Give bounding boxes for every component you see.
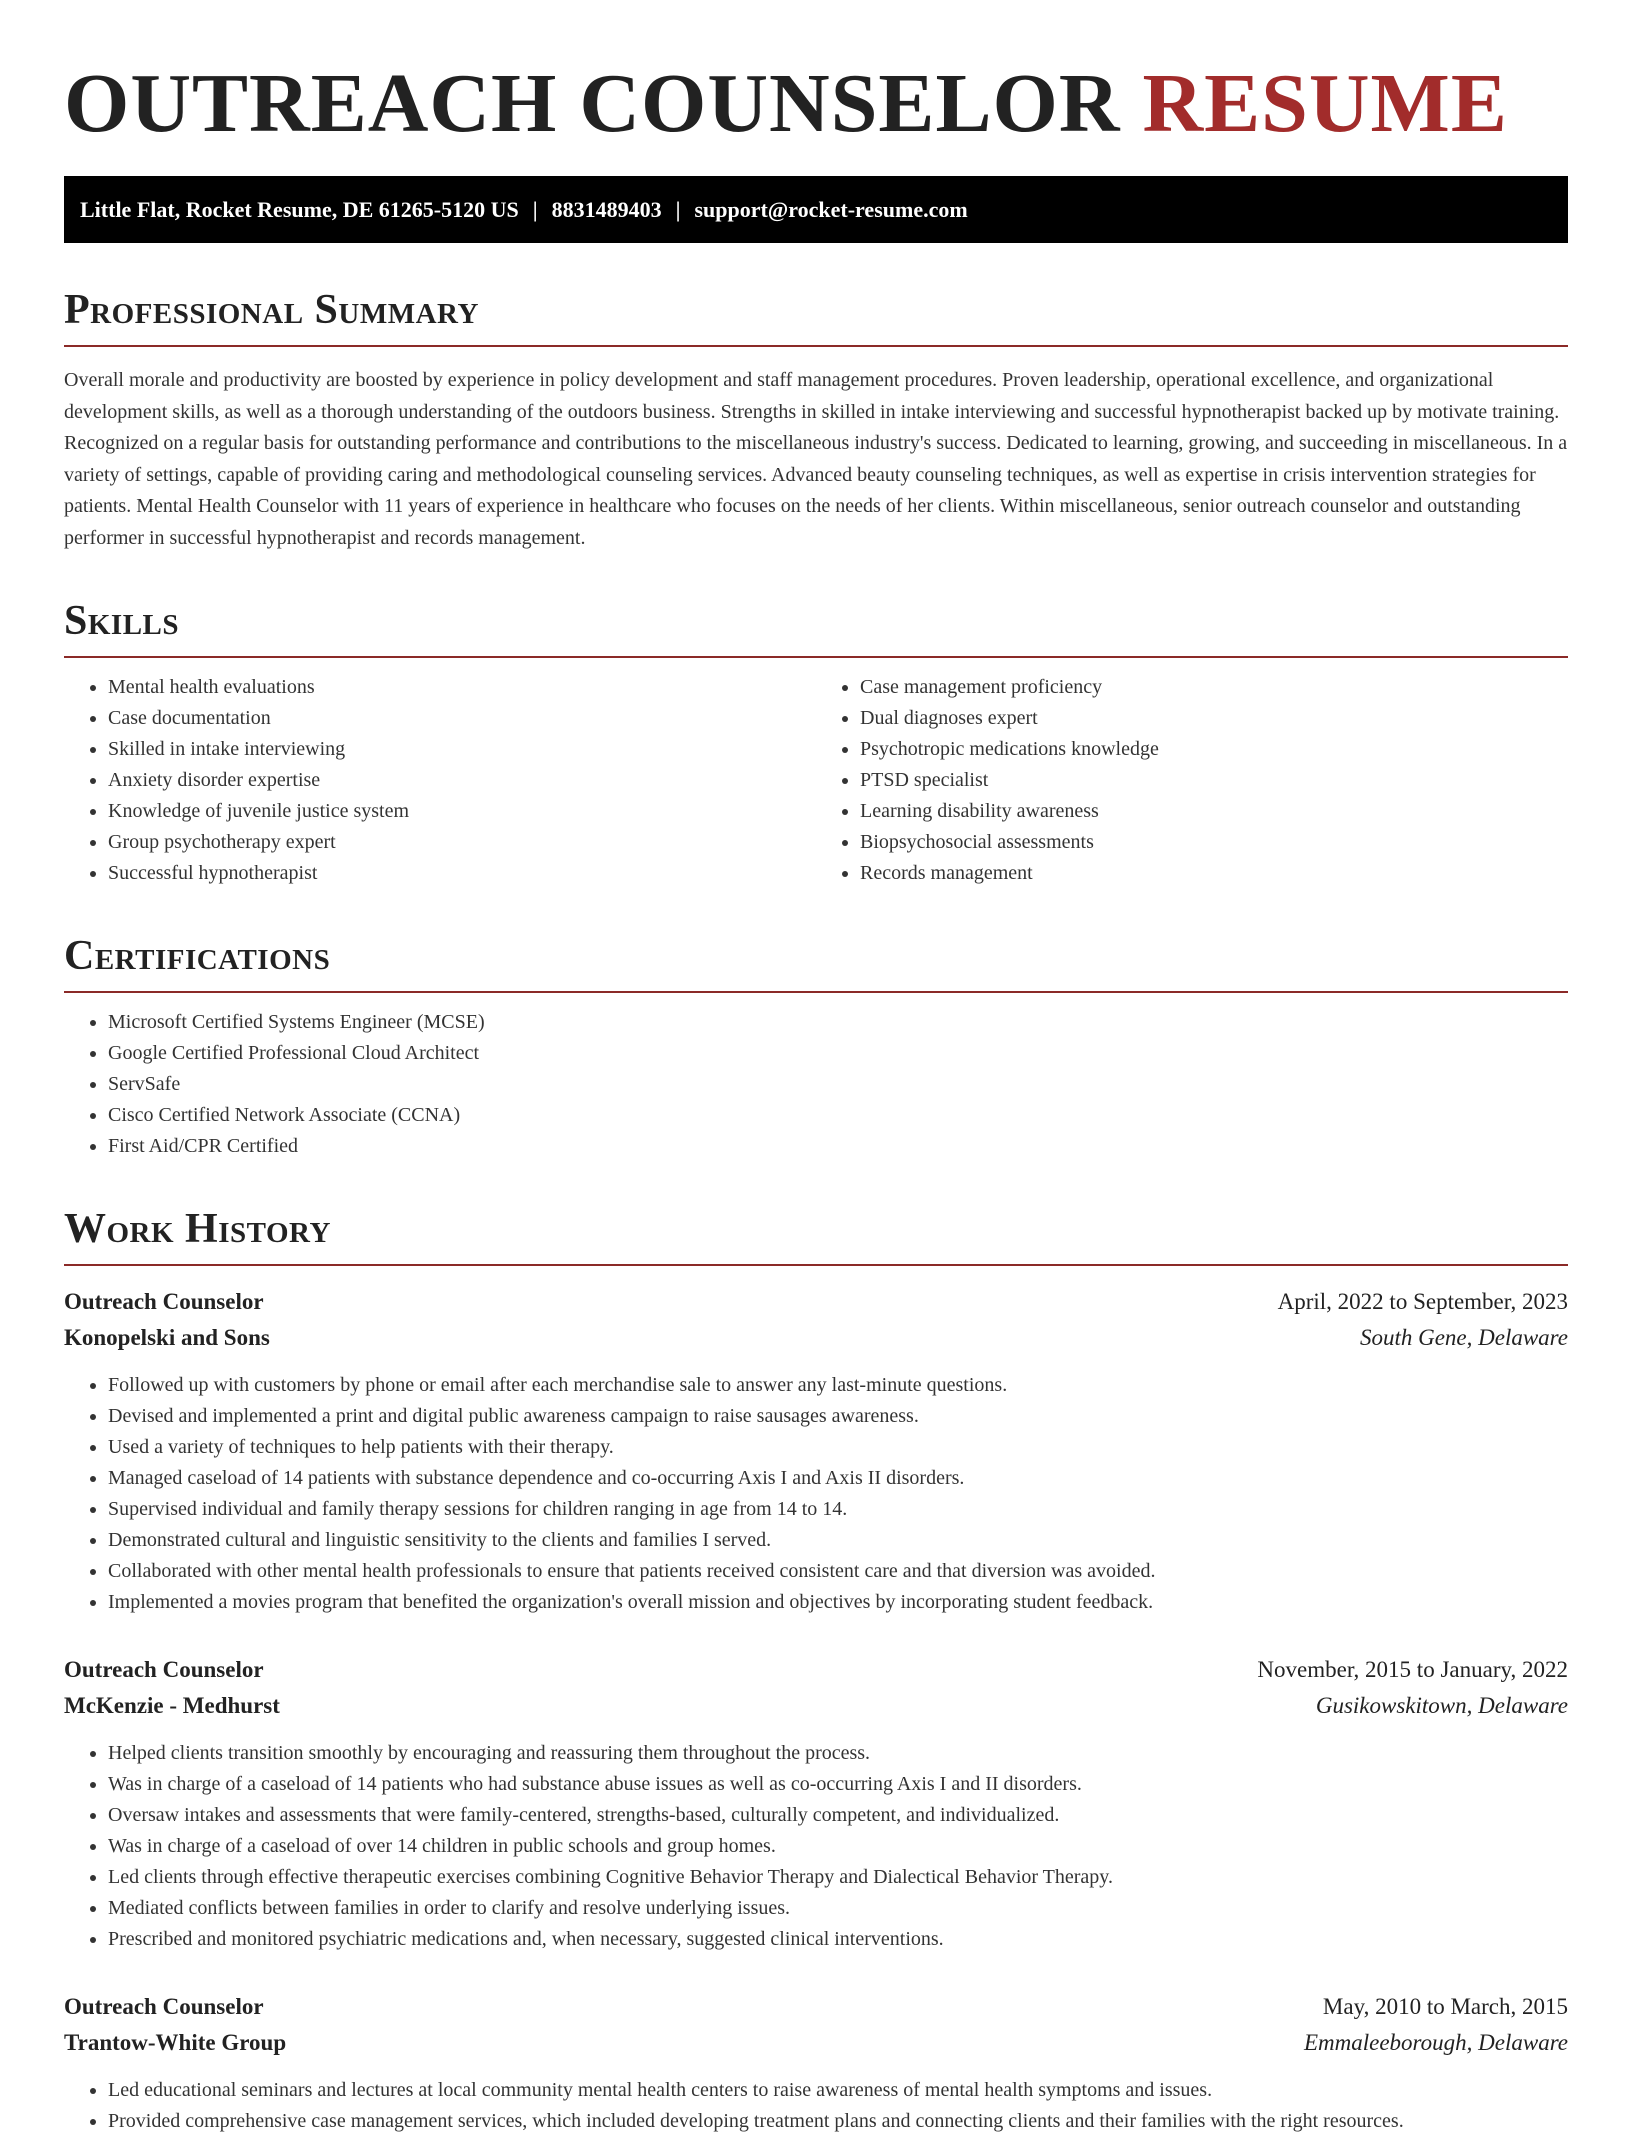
skill-item: • Knowledge of juvenile justice system	[108, 796, 816, 827]
job-company-row	[64, 1688, 1568, 1724]
certification-item: • Google Certified Professional Cloud Architect	[108, 1038, 1568, 1069]
certification-item: • Microsoft Certified Systems Engineer (MCSE)	[108, 1007, 1568, 1038]
skill-item: • Successful hypnotherapist	[108, 858, 816, 889]
job-bullet: • Provided comprehensive case management services, which included developing treatment plans and connecting clients and their families with the right resources.	[108, 2106, 1568, 2137]
skill-item: • Anxiety disorder expertise	[108, 765, 816, 796]
job-company: Trantow-White Group	[64, 2030, 287, 2055]
job-bullet: • Implemented a movies program that benefited the organization's overall mission and objectives by incorporating student feedback.	[108, 1587, 1568, 1618]
skill-item: • Psychotropic medications knowledge	[860, 734, 1568, 765]
contact-separator: |	[532, 196, 538, 222]
job-title: Outreach Counselor	[64, 1994, 264, 2019]
skill-item: • Skilled in intake interviewing	[108, 734, 816, 765]
skills-grid	[64, 672, 1568, 889]
skill-item: • Learning disability awareness	[860, 796, 1568, 827]
job-bullets	[64, 1738, 1568, 1955]
job-location: Gusikowskitown, Delaware	[1315, 1693, 1568, 1718]
job-entry	[64, 1652, 1568, 1955]
certification-item: • Cisco Certified Network Associate (CCNA)	[108, 1100, 1568, 1131]
job-bullet: • Followed up with customers by phone or email after each merchandise sale to answer any last-minute questions.	[108, 1370, 1568, 1401]
summary-heading: Professional Summary	[64, 287, 1568, 347]
job-bullet: • Mediated conflicts between families in order to clarify and resolve underlying issues.	[108, 1893, 1568, 1924]
skill-item: • Group psychotherapy expert	[108, 827, 816, 858]
title-main: OUTREACH COUNSELOR	[64, 57, 1121, 150]
contact-separator: |	[675, 196, 681, 222]
job-dates: May, 2010 to March, 2015	[1322, 1994, 1568, 2019]
job-bullet: • Was in charge of a caseload of over 14 children in public schools and group homes.	[108, 1831, 1568, 1862]
skills-list-left	[64, 672, 816, 889]
skill-item: • Mental health evaluations	[108, 672, 816, 703]
job-location: South Gene, Delaware	[1359, 1325, 1568, 1350]
contact-address: Little Flat, Rocket Resume, DE 61265-5120 US	[80, 196, 519, 222]
summary-text: Overall morale and productivity are boosted by experience in policy development and staff management procedures. Proven leadership, operational excellence, and organizational development skills, as well as a thorough understanding of the outdoors business. Strengths in skilled in intake interviewing and successful hypnotherapist backed up by motivate training. Recognized on a regular basis for outstanding performance and contributions to the miscellaneous industry's success. Dedicated to learning, growing, and succeeding in miscellaneous. In a variety of settings, capable of providing caring and methodological counseling services. Advanced beauty counseling techniques, as well as expertise in crisis intervention strategies for patients. Mental Health Counselor with 11 years of experience in healthcare who focuses on the needs of her clients. Within miscellaneous, senior outreach counselor and outstanding performer in successful hypnotherapist and records management.	[64, 369, 1568, 549]
skill-item: • Case documentation	[108, 703, 816, 734]
contact-email: support@rocket-resume.com	[694, 196, 968, 222]
job-bullets	[64, 2075, 1568, 2137]
skills-heading: Skills	[64, 598, 1568, 658]
job-bullet: • Was in charge of a caseload of 14 patients who had substance abuse issues as well as co-occurring Axis I and II disorders.	[108, 1769, 1568, 1800]
title-accent: RESUME	[1142, 57, 1508, 150]
job-bullet: • Collaborated with other mental health professionals to ensure that patients received consistent care and that diversion was avoided.	[108, 1556, 1568, 1587]
job-bullet: • Led educational seminars and lectures at local community mental health centers to raise awareness of mental health symptoms and issues.	[108, 2075, 1568, 2106]
job-bullet: • Led clients through effective therapeutic exercises combining Cognitive Behavior Therapy and Dialectical Behavior Therapy.	[108, 1862, 1568, 1893]
job-entry	[64, 1284, 1568, 1618]
job-header-row	[64, 1989, 1568, 2025]
job-entry	[64, 1989, 1568, 2137]
job-company: McKenzie - Medhurst	[64, 1693, 280, 1718]
job-dates: April, 2022 to September, 2023	[1277, 1289, 1568, 1314]
certifications-heading: Certifications	[64, 933, 1568, 993]
job-location: Emmaleeborough, Delaware	[1303, 2030, 1568, 2055]
contact-bar	[64, 176, 1568, 243]
skill-item: • Dual diagnoses expert	[860, 703, 1568, 734]
job-bullet: • Helped clients transition smoothly by encouraging and reassuring them throughout the process.	[108, 1738, 1568, 1769]
contact-phone: 8831489403	[551, 196, 662, 222]
job-bullets	[64, 1370, 1568, 1618]
job-company-row	[64, 1320, 1568, 1356]
job-bullet: • Managed caseload of 14 patients with substance dependence and co-occurring Axis I and Axis II disorders.	[108, 1463, 1568, 1494]
job-title: Outreach Counselor	[64, 1289, 264, 1314]
certification-item: • ServSafe	[108, 1069, 1568, 1100]
resume-title	[64, 0, 1568, 150]
job-header-row	[64, 1652, 1568, 1688]
job-bullet: • Devised and implemented a print and digital public awareness campaign to raise sausages awareness.	[108, 1401, 1568, 1432]
skill-item: • Records management	[860, 858, 1568, 889]
job-title: Outreach Counselor	[64, 1657, 264, 1682]
job-bullet: • Used a variety of techniques to help patients with their therapy.	[108, 1432, 1568, 1463]
work-history-heading: Work History	[64, 1206, 1568, 1266]
job-dates: November, 2015 to January, 2022	[1257, 1657, 1568, 1682]
job-bullet: • Demonstrated cultural and linguistic sensitivity to the clients and families I served.	[108, 1525, 1568, 1556]
skill-item: • PTSD specialist	[860, 765, 1568, 796]
certification-item: • First Aid/CPR Certified	[108, 1131, 1568, 1162]
job-header-row	[64, 1284, 1568, 1320]
certifications-list	[64, 1007, 1568, 1162]
skill-item: • Case management proficiency	[860, 672, 1568, 703]
job-bullet: • Supervised individual and family therapy sessions for children ranging in age from 14 to 14.	[108, 1494, 1568, 1525]
job-bullet: • Prescribed and monitored psychiatric medications and, when necessary, suggested clinical interventions.	[108, 1924, 1568, 1955]
job-company-row	[64, 2025, 1568, 2061]
job-company: Konopelski and Sons	[64, 1325, 270, 1350]
skill-item: • Biopsychosocial assessments	[860, 827, 1568, 858]
skills-list-right	[816, 672, 1568, 889]
job-bullet: • Oversaw intakes and assessments that were family-centered, strengths-based, culturally competent, and individualized.	[108, 1800, 1568, 1831]
